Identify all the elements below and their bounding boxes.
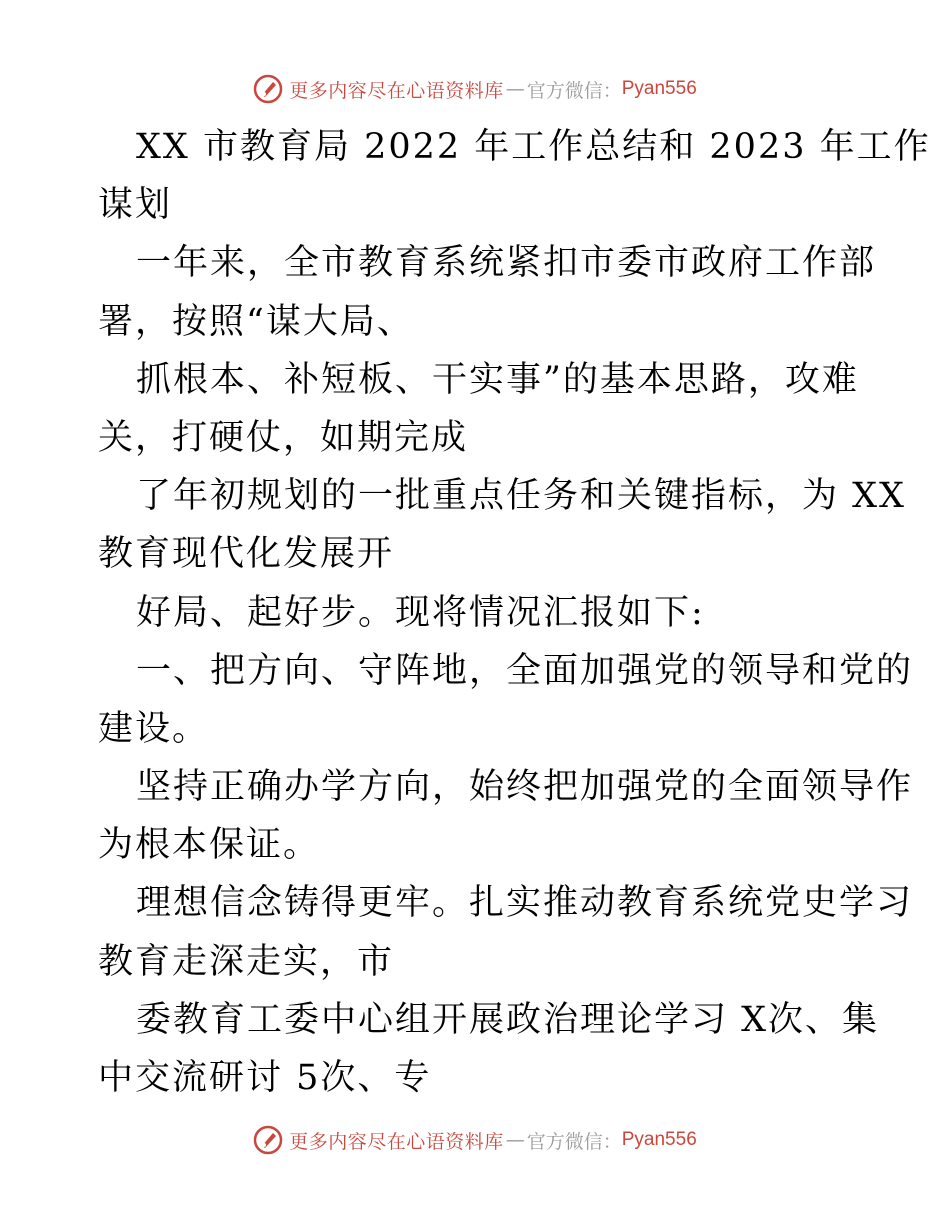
paragraph-line: 为根本保证。 [98,825,321,866]
paragraph-line: 好局、起好步。现将情况汇报如下: [136,592,705,633]
paragraph-line: 教育现代化发展开 [98,534,395,575]
paragraph-line: 抓根本、补短板、干实事”的基本思路，攻难 [136,359,859,400]
footer-watermark [0,1120,950,1160]
pen-nib-logo-icon [253,1125,283,1155]
header-watermark [0,69,950,109]
paragraph-line: 关，打硬仗，如期完成 [98,417,469,458]
paragraph-line: 坚持正确办学方向，始终把加强党的全面领导作 [136,767,914,808]
watermark-wechat-id: Pyan556 [621,78,697,99]
pen-nib-logo-icon [253,74,283,104]
watermark-tail: 官方微信： [526,79,622,102]
title-line-1: XX 市教育局 2022 年工作总结和 2023 年工作 [136,127,931,167]
paragraph-line: 理想信念铸得更牢。扎实推动教育系统党史学习 [136,883,914,924]
section-heading-line: 一、把方向、守阵地，全面加强党的领导和党的 [136,650,914,691]
watermark-tail: 官方微信： [526,1130,622,1153]
watermark-brand: 更多内容尽在心语资料库 [289,1130,504,1153]
watermark-separator: — [505,1129,525,1151]
paragraph-line: 委教育工委中心组开展政治理论学习 X次、集 [136,999,880,1040]
watermark-wechat-id: Pyan556 [621,1129,697,1150]
watermark-separator: — [505,78,525,100]
document-body [98,118,931,1107]
paragraph-line: 一年来，全市教育系统紧扣市委市政府工作部 [136,243,877,284]
paragraph-line: 了年初规划的一批重点任务和关键指标，为 XX [136,476,906,517]
paragraph-line: 署，按照“谋大局、 [98,301,414,342]
paragraph-line: 中交流研讨 5次、专 [98,1058,432,1098]
title-line-2: 谋划 [98,185,173,226]
paragraph-line: 教育走深走实，市 [98,941,395,982]
section-heading-line: 建设。 [98,708,210,749]
watermark-brand: 更多内容尽在心语资料库 [289,79,504,102]
